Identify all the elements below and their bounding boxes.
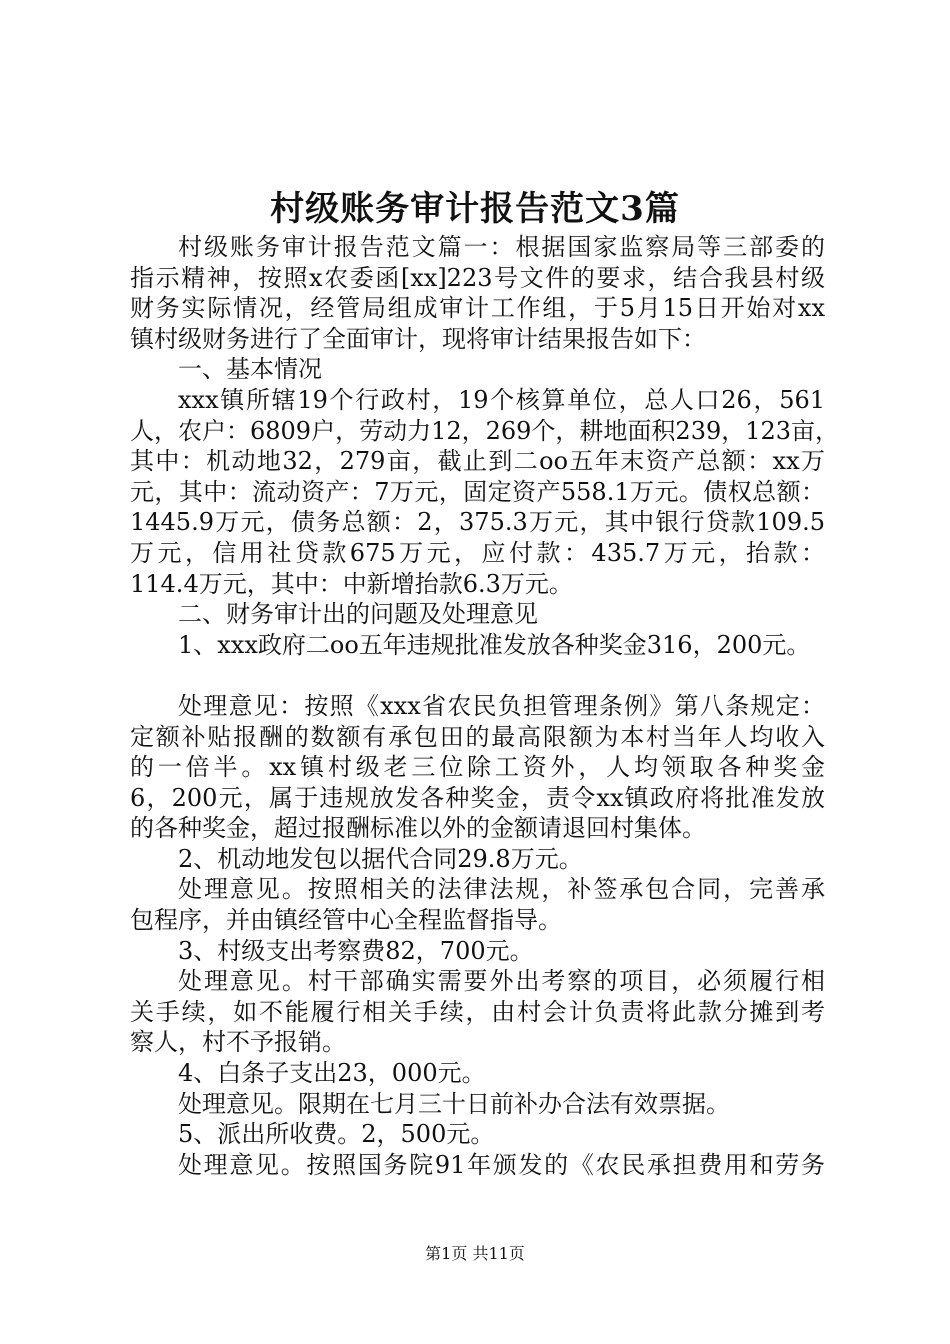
text-line: 察人，村不予报销。 xyxy=(130,1028,346,1057)
text-line: 6，200元，属于违规放发各种奖金，责令xx镇政府将批准发放 xyxy=(130,783,825,812)
text-line: 定额补贴报酬的数额有承包田的最高限额为本村当年人均收入 xyxy=(130,722,825,751)
blank-line xyxy=(130,660,825,691)
text-line: 财务实际情况，经管局组成审计工作组，于5月15日开始对xx xyxy=(130,294,825,323)
text-line: 处理意见：按照《xxx省农民负担管理条例》第八条规定： xyxy=(178,691,825,720)
text-line: 处理意见。限期在七月三十日前补办合法有效票据。 xyxy=(178,1089,730,1118)
text-line: 一、基本情况 xyxy=(178,355,322,384)
text-line: 其中：机动地32，279亩，截止到二oo五年末资产总额：xx万 xyxy=(130,447,825,476)
text-line: 人，农户：6809户，劳动力12，269个，耕地面积239，123亩， xyxy=(130,416,840,445)
document-body xyxy=(130,232,840,1180)
text-line: 4、白条子支出23，000元。 xyxy=(178,1059,486,1088)
text-line: 指示精神，按照x农委函[xx]223号文件的要求，结合我县村级 xyxy=(130,263,825,292)
text-line: 5、派出所收费。2，500元。 xyxy=(178,1120,495,1149)
text-line: 的各种奖金，超过报酬标准以外的金额请退回村集体。 xyxy=(130,814,706,843)
page-footer: 第1页 共11页 xyxy=(425,1244,525,1263)
text-line: 处理意见。村干部确实需要外出考察的项目，必须履行相 xyxy=(178,967,825,996)
text-line: 村级账务审计报告范文篇一：根据国家监察局等三部委的 xyxy=(178,233,825,261)
text-line: 的一倍半。xx镇村级老三位除工资外，人均领取各种奖金 xyxy=(130,753,825,782)
text-line: 元，其中：流动资产：7万元，固定资产558.1万元。债权总额： xyxy=(130,477,825,506)
text-line: 二、财务审计出的问题及处理意见 xyxy=(178,600,538,629)
text-line: 3、村级支出考察费82，700元。 xyxy=(178,936,534,965)
text-line: 万元，信用社贷款675万元，应付款：435.7万元，抬款： xyxy=(130,538,825,567)
text-line: 1、xxx政府二oo五年违规批准发放各种奖金316，200元。 xyxy=(178,630,811,659)
page-title: 村级账务审计报告范文3篇 xyxy=(270,189,680,229)
text-line: 1445.9万元，债务总额：2，375.3万元，其中银行贷款109.5 xyxy=(130,508,825,537)
text-line: 114.4万元，其中：中新增抬款6.3万元。 xyxy=(130,569,573,598)
text-line: 处理意见。按照相关的法律法规，补签承包合同，完善承 xyxy=(178,875,825,904)
text-line: 关手续，如不能履行相关手续，由村会计负责将此款分摊到考 xyxy=(130,997,825,1026)
text-line: xxx镇所辖19个行政村，19个核算单位，总人口26，561 xyxy=(178,385,825,414)
text-line: 镇村级财务进行了全面审计，现将审计结果报告如下： xyxy=(130,324,706,353)
text-line: 处理意见。按照国务院91年颁发的《农民承担费用和劳务 xyxy=(178,1150,825,1179)
text-line: 包程序，并由镇经管中心全程监督指导。 xyxy=(130,906,562,935)
text-line: 2、机动地发包以据代合同29.8万元。 xyxy=(178,844,583,873)
